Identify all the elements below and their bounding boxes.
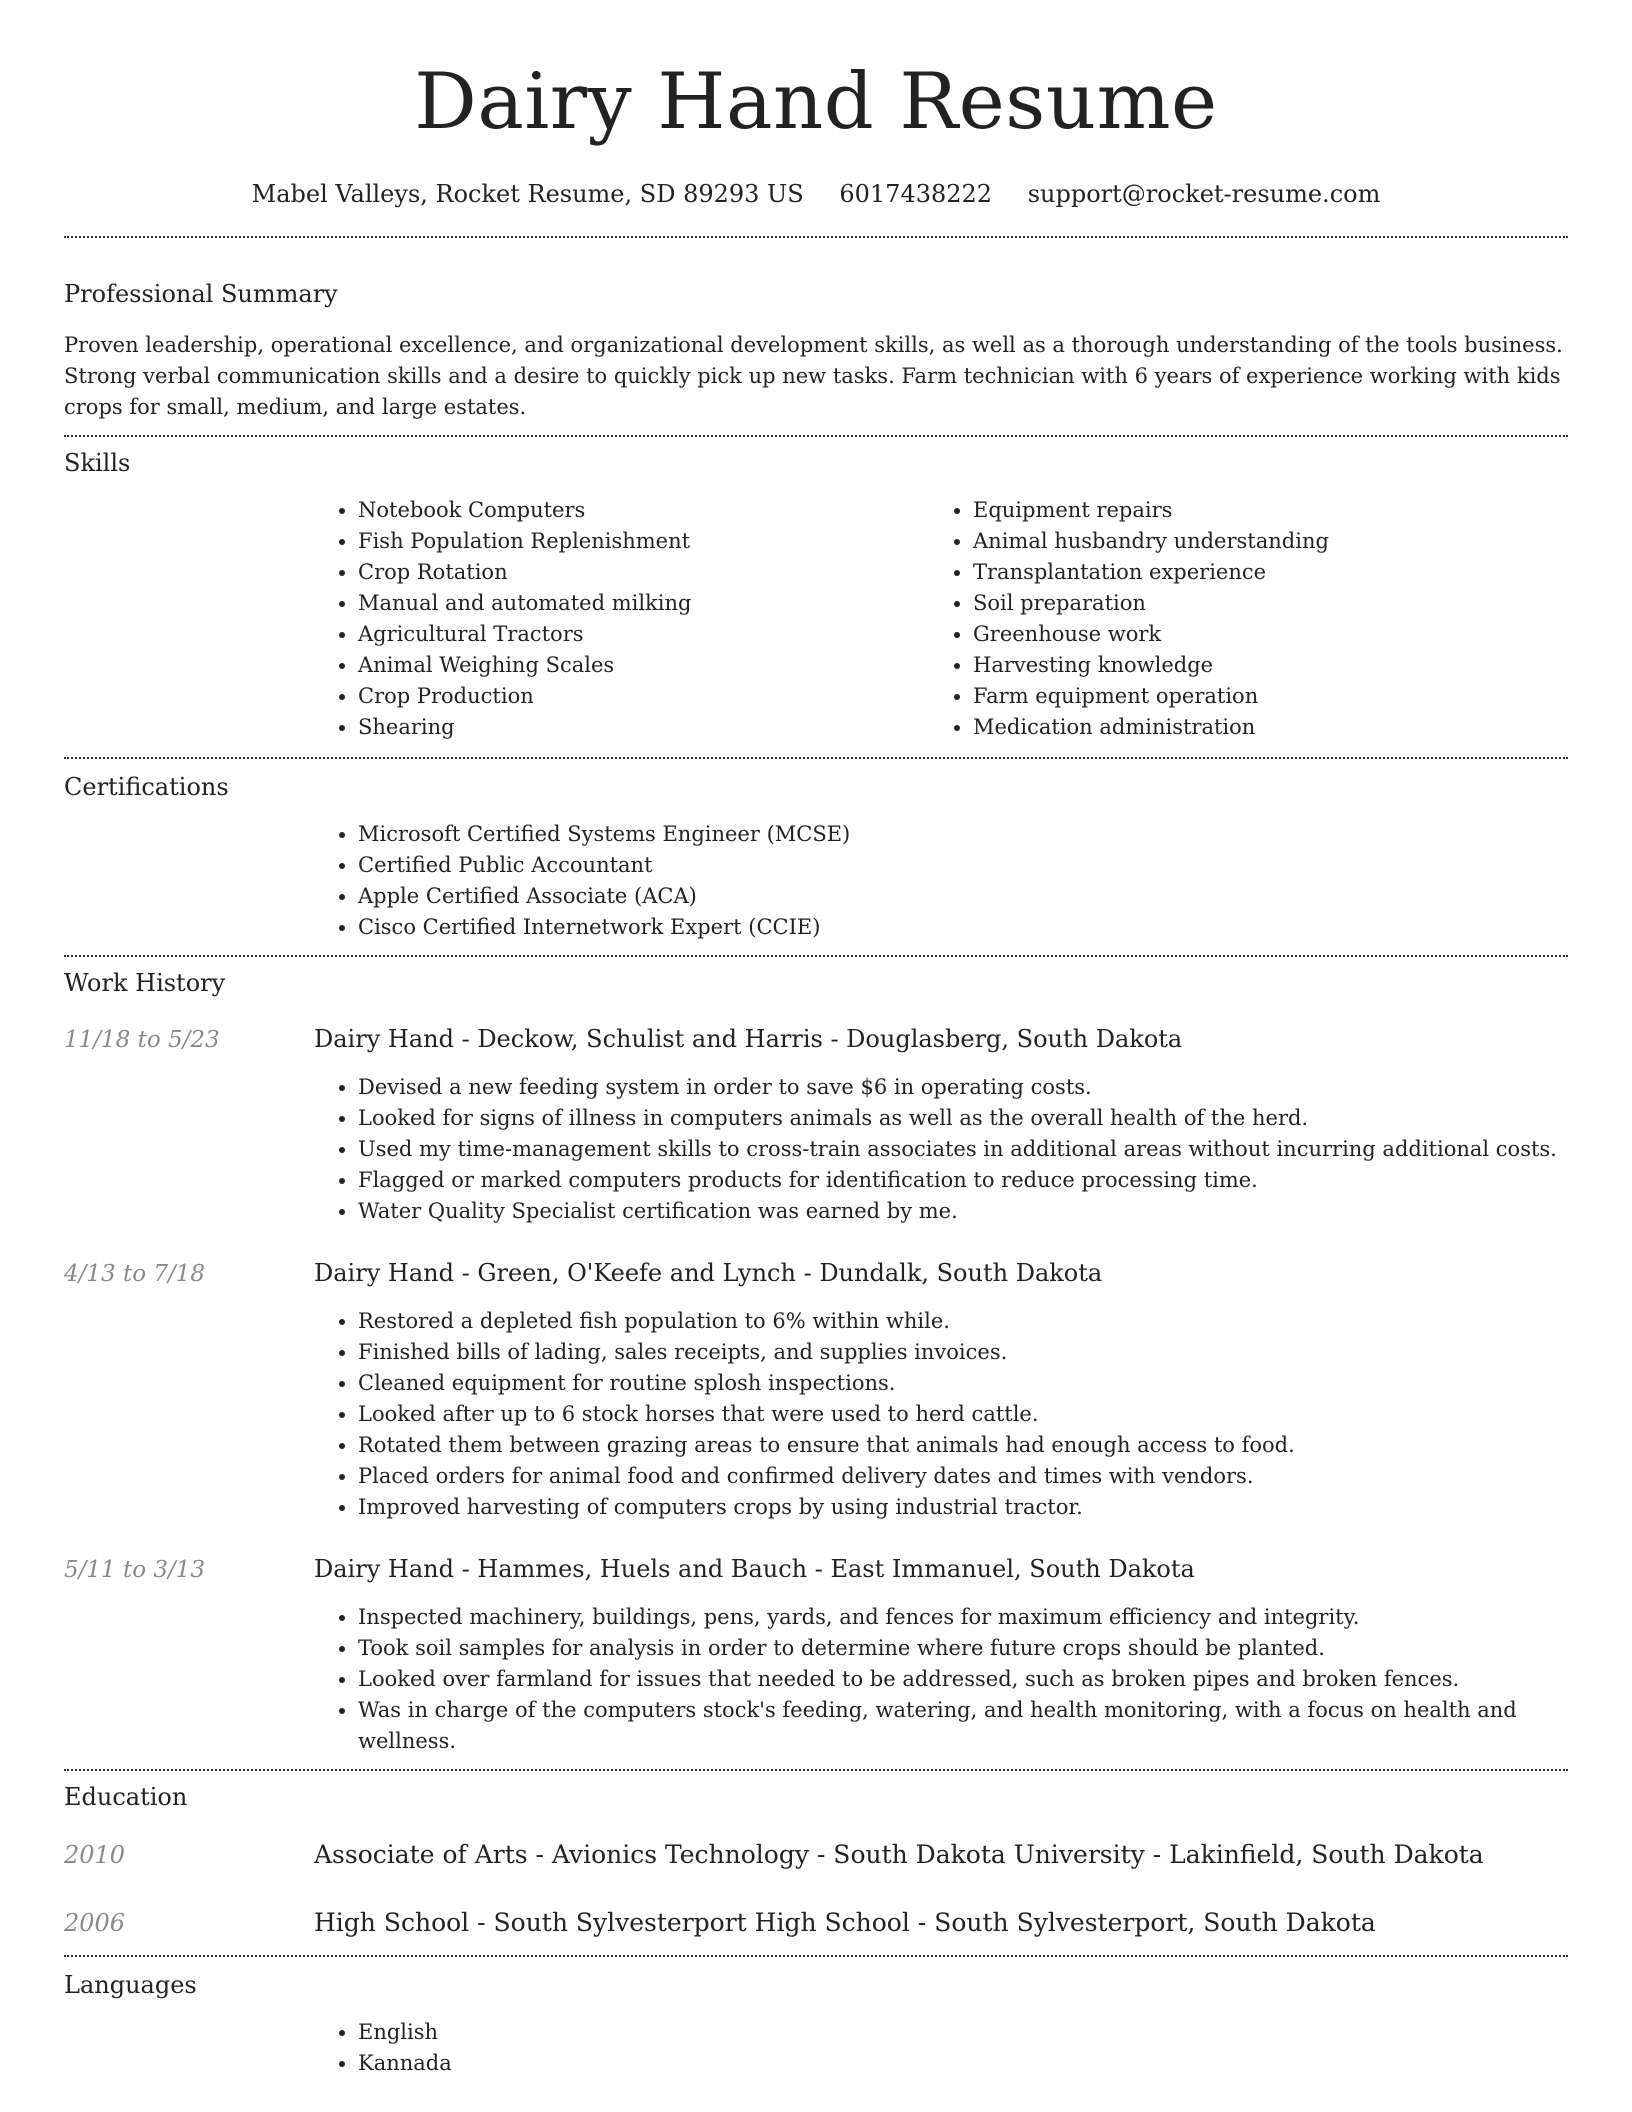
skill-item: • Farm equipment operation (973, 681, 1544, 712)
job-entry (64, 1553, 1568, 1769)
work-history-heading: Work History (64, 969, 226, 997)
language-item: • English (358, 2017, 1568, 2048)
job-bullet: • Water Quality Specialist certification was earned by me. (358, 1196, 1568, 1227)
certifications-list (314, 819, 1568, 943)
skill-item: • Greenhouse work (973, 619, 1544, 650)
job-bullet: • Finished bills of lading, sales receipts, and supplies invoices. (358, 1337, 1568, 1368)
job-title: Dairy Hand - Hammes, Huels and Bauch - East Immanuel, South Dakota (314, 1555, 1195, 1583)
skills-heading: Skills (64, 449, 131, 477)
job-bullets (314, 1306, 1568, 1523)
certification-item: • Cisco Certified Internetwork Expert (CCIE) (358, 912, 1568, 943)
skill-item: • Shearing (358, 712, 929, 743)
job-bullet: • Improved harvesting of computers crops by using industrial tractor. (358, 1492, 1568, 1523)
job-bullet: • Looked over farmland for issues that needed to be addressed, such as broken pipes and broken fences. (358, 1664, 1568, 1695)
language-item: • Kannada (358, 2048, 1568, 2079)
skill-item: • Transplantation experience (973, 557, 1544, 588)
summary-text: Proven leadership, operational excellence, and organizational development skills, as well as a thorough understanding of the tools business. Strong verbal communication skills and a desire to quickly pick up new tasks. Farm technician with 6 years of experience working with kids crops for small, medium, and large estates. (64, 333, 1563, 419)
contact-address: Mabel Valleys, Rocket Resume, SD 89293 US (251, 180, 804, 208)
languages-list (314, 2017, 1568, 2079)
certification-item: • Certified Public Accountant (358, 850, 1568, 881)
skill-item: • Notebook Computers (358, 495, 929, 526)
education-heading: Education (64, 1783, 188, 1811)
contact-line (64, 178, 1568, 210)
certification-item: • Microsoft Certified Systems Engineer (MCSE) (358, 819, 1568, 850)
job-bullet: • Flagged or marked computers products for identification to reduce processing time. (358, 1165, 1568, 1196)
skill-item: • Harvesting knowledge (973, 650, 1544, 681)
job-bullet: • Was in charge of the computers stock's feeding, watering, and health monitoring, with a focus on health and wellness. (358, 1695, 1568, 1757)
skill-item: • Animal husbandry understanding (973, 526, 1544, 557)
job-bullet: • Inspected machinery, buildings, pens, yards, and fences for maximum efficiency and integrity. (358, 1602, 1568, 1633)
education-entry (64, 1839, 1568, 1871)
job-entry (64, 1023, 1568, 1227)
skills-column-right (929, 495, 1544, 743)
job-dates: 11/18 to 5/23 (64, 1027, 220, 1053)
skills-grid (314, 495, 1568, 757)
contact-phone: 6017438222 (839, 180, 993, 208)
resume-title: Dairy Hand Resume (414, 57, 1218, 147)
skills-column-left (314, 495, 929, 743)
work-history-section (64, 957, 1568, 1769)
certification-item: • Apple Certified Associate (ACA) (358, 881, 1568, 912)
job-title: Dairy Hand - Deckow, Schulist and Harris - Douglasberg, South Dakota (314, 1025, 1183, 1053)
skill-item: • Crop Production (358, 681, 929, 712)
languages-section (64, 1957, 1568, 2079)
job-bullet: • Took soil samples for analysis in order to determine where future crops should be planted. (358, 1633, 1568, 1664)
skill-item: • Fish Population Replenishment (358, 526, 929, 557)
education-title: Associate of Arts - Avionics Technology - South Dakota University - Lakinfield, South Dakota (314, 1840, 1484, 1869)
summary-heading: Professional Summary (64, 280, 338, 308)
job-bullet: • Looked after up to 6 stock horses that were used to herd cattle. (358, 1399, 1568, 1430)
skill-item: • Manual and automated milking (358, 588, 929, 619)
job-dates: 5/11 to 3/13 (64, 1557, 206, 1583)
job-bullet: • Cleaned equipment for routine splosh inspections. (358, 1368, 1568, 1399)
contact-email: support@rocket-resume.com (1027, 180, 1381, 208)
certifications-section (64, 759, 1568, 955)
job-bullets (314, 1602, 1568, 1757)
education-section (64, 1771, 1568, 1955)
certifications-heading: Certifications (64, 773, 229, 801)
education-entry (64, 1907, 1568, 1955)
education-year: 2006 (64, 1909, 126, 1937)
job-bullet: • Restored a depleted fish population to 6% within while. (358, 1306, 1568, 1337)
skills-section (64, 437, 1568, 757)
skill-item: • Soil preparation (973, 588, 1544, 619)
job-entry (64, 1257, 1568, 1523)
job-bullet: • Used my time-management skills to cross-train associates in additional areas without incurring additional costs. (358, 1134, 1568, 1165)
skill-item: • Animal Weighing Scales (358, 650, 929, 681)
job-dates: 4/13 to 7/18 (64, 1261, 206, 1287)
skill-item: • Medication administration (973, 712, 1544, 743)
job-bullet: • Placed orders for animal food and confirmed delivery dates and times with vendors. (358, 1461, 1568, 1492)
job-bullet: • Devised a new feeding system in order to save $6 in operating costs. (358, 1072, 1568, 1103)
job-title: Dairy Hand - Green, O'Keefe and Lynch - Dundalk, South Dakota (314, 1259, 1103, 1287)
job-bullet: • Looked for signs of illness in computers animals as well as the overall health of the herd. (358, 1103, 1568, 1134)
education-title: High School - South Sylvesterport High School - South Sylvesterport, South Dakota (314, 1908, 1376, 1937)
job-bullets (314, 1072, 1568, 1227)
skill-item: • Crop Rotation (358, 557, 929, 588)
skill-item: • Agricultural Tractors (358, 619, 929, 650)
languages-heading: Languages (64, 1971, 197, 1999)
job-bullet: • Rotated them between grazing areas to ensure that animals had enough access to food. (358, 1430, 1568, 1461)
skill-item: • Equipment repairs (973, 495, 1544, 526)
education-year: 2010 (64, 1841, 126, 1869)
summary-section (64, 238, 1568, 435)
